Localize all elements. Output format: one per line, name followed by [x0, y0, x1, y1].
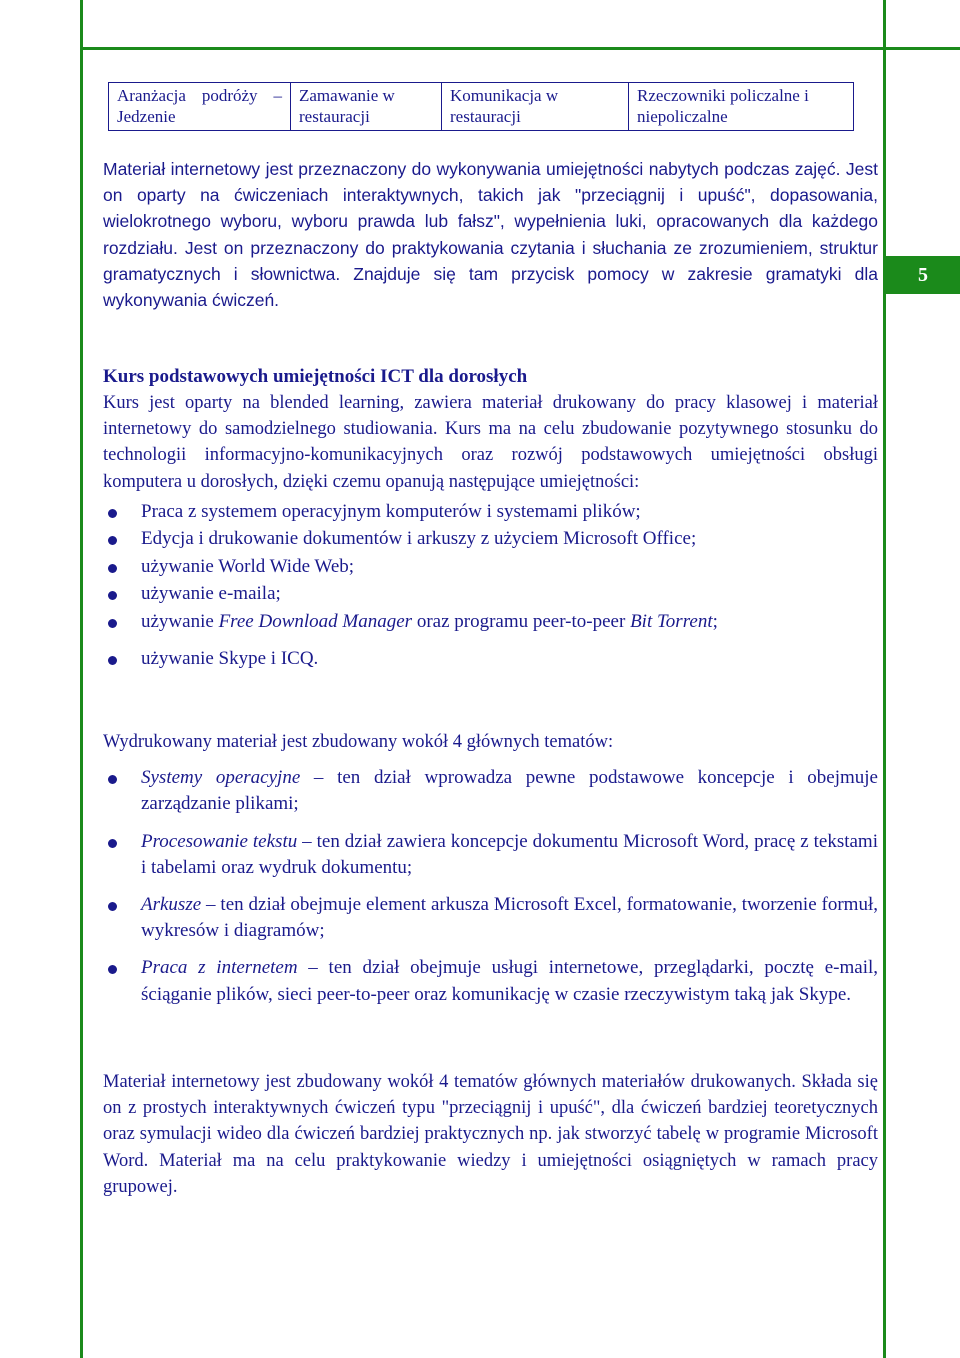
skills-list: [103, 498, 878, 673]
list-item: Systemy operacyjne – ten dział wprowadza pewne podstawowe koncepcje i obejmuje zarządzanie plikami;: [103, 765, 878, 817]
list-item: Arkusze – ten dział obejmuje element arkusza Microsoft Excel, formatowanie, tworzenie formuł, wykresów i diagramów;: [103, 892, 878, 944]
list-item: Praca z internetem – ten dział obejmuje usługi internetowe, przeglądarki, pocztę e-mail, ściąganie plików, sieci peer-to-peer oraz komunikację w czasie rzeczywistym taką jak Skype.: [103, 955, 878, 1007]
topics-list: [103, 765, 878, 1008]
page-number: 5: [918, 263, 928, 286]
list-item: używanie World Wide Web;: [103, 553, 878, 581]
frame-left-line: [80, 0, 83, 1358]
frame-right-line: [883, 0, 886, 1358]
intro-paragraph: Materiał internetowy jest przeznaczony do wykonywania umiejętności nabytych podczas zajęć. Jest on oparty na ćwiczeniach interaktywnych, takich jak "przeciągnij i upuść", dopasowania, wielokrotnego wyboru, wyboru prawda lub fałsz", wypełnienia luki, opracowanych dla każdego rozdziału. Jest on przeznaczony do praktykowania czytania i słuchania ze zrozumieniem, struktur gramatycznych i słownictwa. Znajduje się tam przycisk pomocy w zakresie gramatyki dla wykonywania ćwiczeń.: [103, 159, 878, 311]
course-title: Kurs podstawowych umiejętności ICT dla dorosłych: [103, 366, 528, 387]
online-paragraph: Materiał internetowy jest zbudowany wokół 4 tematów głównych materiałów drukowanych. Składa się on z prostych interaktywnych ćwiczeń typu "przeciągnij i upuść", dla ćwiczeń bardziej teoretycznych oraz symulacji wideo dla ćwiczeń bardziej praktycznych np. jak stworzyć tabelę w programie Microsoft Word. Materiał ma na celu praktykowanie wiedzy i umiejętności osiągniętych w ramach pracy grupowej.: [103, 1072, 878, 1197]
bullet-icon: [108, 591, 117, 600]
printed-section: [103, 729, 878, 1019]
list-item: Praca z systemem operacyjnym komputerów i systemami plików;: [103, 498, 878, 526]
printed-intro: Wydrukowany materiał jest zbudowany wokół 4 głównych tematów:: [103, 732, 614, 752]
frame-top-line: [80, 47, 960, 50]
table-cell: Rzeczowniki policzalne i niepoliczalne: [629, 83, 854, 131]
intro-section: [103, 156, 878, 313]
bullet-icon: [108, 839, 117, 848]
bullet-icon: [108, 965, 117, 974]
header-table: [108, 82, 854, 131]
table-cell: Komunikacja w restauracji: [442, 83, 629, 131]
list-item: Edycja i drukowanie dokumentów i arkuszy z użyciem Microsoft Office;: [103, 525, 878, 553]
bullet-icon: [108, 619, 117, 628]
list-item: używanie Free Download Manager oraz programu peer-to-peer Bit Torrent;: [103, 608, 878, 636]
bullet-icon: [108, 509, 117, 518]
bullet-icon: [108, 536, 117, 545]
online-section: [103, 1069, 878, 1200]
list-item: Procesowanie tekstu – ten dział zawiera koncepcje dokumentu Microsoft Word, pracę z tekstami i tabelami oraz wydruk dokumentu;: [103, 829, 878, 881]
table-cell: Aranżacja podróży – Jedzenie: [109, 83, 291, 131]
table-row: [109, 83, 854, 131]
course-section: [103, 364, 878, 673]
bullet-icon: [108, 564, 117, 573]
course-description: Kurs jest oparty na blended learning, zawiera materiał drukowany do pracy klasowej i materiał internetowy do samodzielnego studiowania. Kurs ma na celu zbudowanie pozytywnego stosunku do technologii informacyjno-komunikacyjnych oraz rozwój podstawowych umiejętności obsługi komputera u dorosłych, dzięki czemu opanują następujące umiejętności:: [103, 393, 878, 492]
list-item: używanie e-maila;: [103, 580, 878, 608]
bullet-icon: [108, 902, 117, 911]
table-cell: Zamawanie w restauracji: [291, 83, 442, 131]
bullet-icon: [108, 775, 117, 784]
page-number-tab: [886, 256, 960, 294]
bullet-icon: [108, 656, 117, 665]
list-item: używanie Skype i ICQ.: [103, 645, 878, 673]
